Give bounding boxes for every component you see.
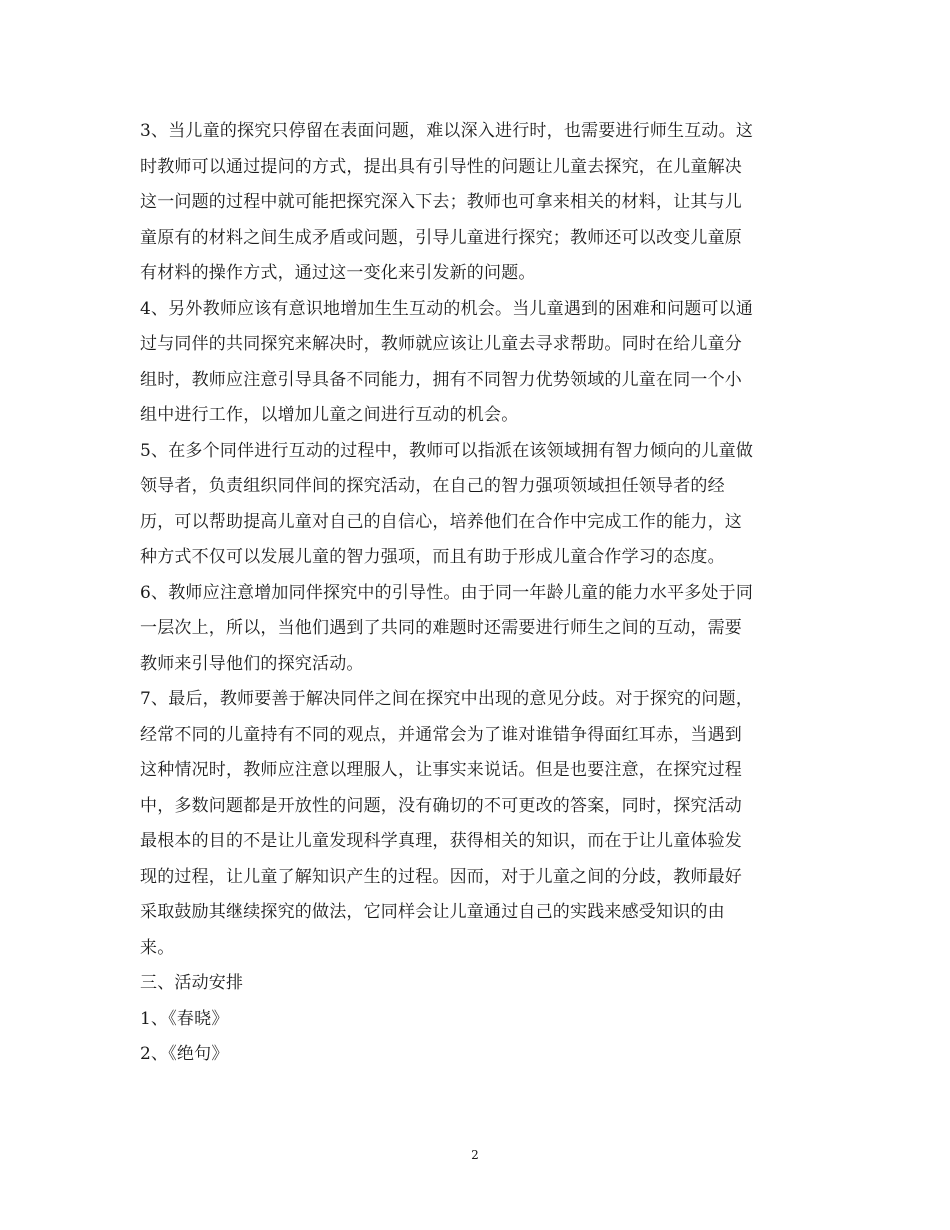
paragraph-5	[140, 434, 812, 576]
text-line: 组中进行工作，以增加儿童之间进行互动的机会。	[140, 405, 519, 425]
text-line: 三、活动安排	[140, 973, 244, 993]
text-line: 3、当儿童的探究只停留在表面问题，难以深入进行时，也需要进行师生互动。这	[140, 121, 754, 141]
paragraph-4	[140, 292, 812, 434]
activity-item-1	[140, 1002, 812, 1038]
text-line: 1、《春晓》	[140, 1008, 229, 1029]
paragraph-7	[140, 682, 812, 966]
text-line: 中，多数问题都是开放性的问题，没有确切的不可更改的答案，同时，探究活动	[140, 795, 742, 816]
text-line: 2、《绝句》	[140, 1044, 229, 1064]
text-line: 6、教师应注意增加同伴探究中的引导性。由于同一年龄儿童的能力水平多处于同	[140, 582, 754, 603]
document-body	[140, 114, 812, 1073]
activity-item-2	[140, 1037, 812, 1073]
paragraph-3	[140, 114, 812, 292]
text-line: 5、在多个同伴进行互动的过程中，教师可以指派在该领域拥有智力倾向的儿童做	[140, 440, 754, 461]
text-line: 来。	[140, 937, 175, 958]
text-line: 教师来引导他们的探究活动。	[140, 653, 364, 674]
paragraph-6	[140, 576, 812, 683]
text-line: 经常不同的儿童持有不同的观点，并通常会为了谁对谁错争得面红耳赤，当遇到	[140, 724, 742, 745]
text-line: 领导者，负责组织同伴间的探究活动，在自己的智力强项领域担任领导者的经	[140, 476, 725, 496]
text-line: 时教师可以通过提问的方式，提出具有引导性的问题让儿童去探究，在儿童解决	[140, 156, 742, 177]
text-line: 4、另外教师应该有意识地增加生生互动的机会。当儿童遇到的困难和问题可以通	[140, 298, 754, 319]
text-line: 这种情况时，教师应注意以理服人，让事实来说话。但是也要注意，在探究过程	[140, 760, 742, 780]
text-line: 最根本的目的不是让儿童发现科学真理，获得相关的知识，而在于让儿童体验发	[140, 831, 742, 851]
text-line: 这一问题的过程中就可能把探究深入下去；教师也可拿来相关的材料，让其与儿	[140, 192, 742, 212]
section-heading-activity-arrangement	[140, 966, 812, 1002]
text-line: 童原有的材料之间生成矛盾或问题，引导儿童进行探究；教师还可以改变儿童原	[140, 227, 742, 248]
text-line: 采取鼓励其继续探究的做法，它同样会让儿童通过自己的实践来感受知识的由	[140, 902, 725, 922]
text-line: 现的过程，让儿童了解知识产生的过程。因而，对于儿童之间的分歧，教师最好	[140, 866, 742, 887]
text-line: 7、最后，教师要善于解决同伴之间在探究中出现的意见分歧。对于探究的问题，	[140, 689, 754, 709]
text-line: 历，可以帮助提高儿童对自己的自信心，培养他们在合作中完成工作的能力，这	[140, 511, 742, 532]
text-line: 种方式不仅可以发展儿童的智力强项，而且有助于形成儿童合作学习的态度。	[140, 547, 725, 567]
page-number: 2	[471, 1148, 479, 1162]
text-line: 过与同伴的共同探究来解决时，教师就应该让儿童去寻求帮助。同时在给儿童分	[140, 334, 742, 354]
text-line: 有材料的操作方式，通过这一变化来引发新的问题。	[140, 263, 536, 283]
text-line: 一层次上，所以，当他们遇到了共同的难题时还需要进行师生之间的互动，需要	[140, 618, 742, 638]
text-line: 组时，教师应注意引导具备不同能力，拥有不同智力优势领域的儿童在同一个小	[140, 369, 742, 390]
